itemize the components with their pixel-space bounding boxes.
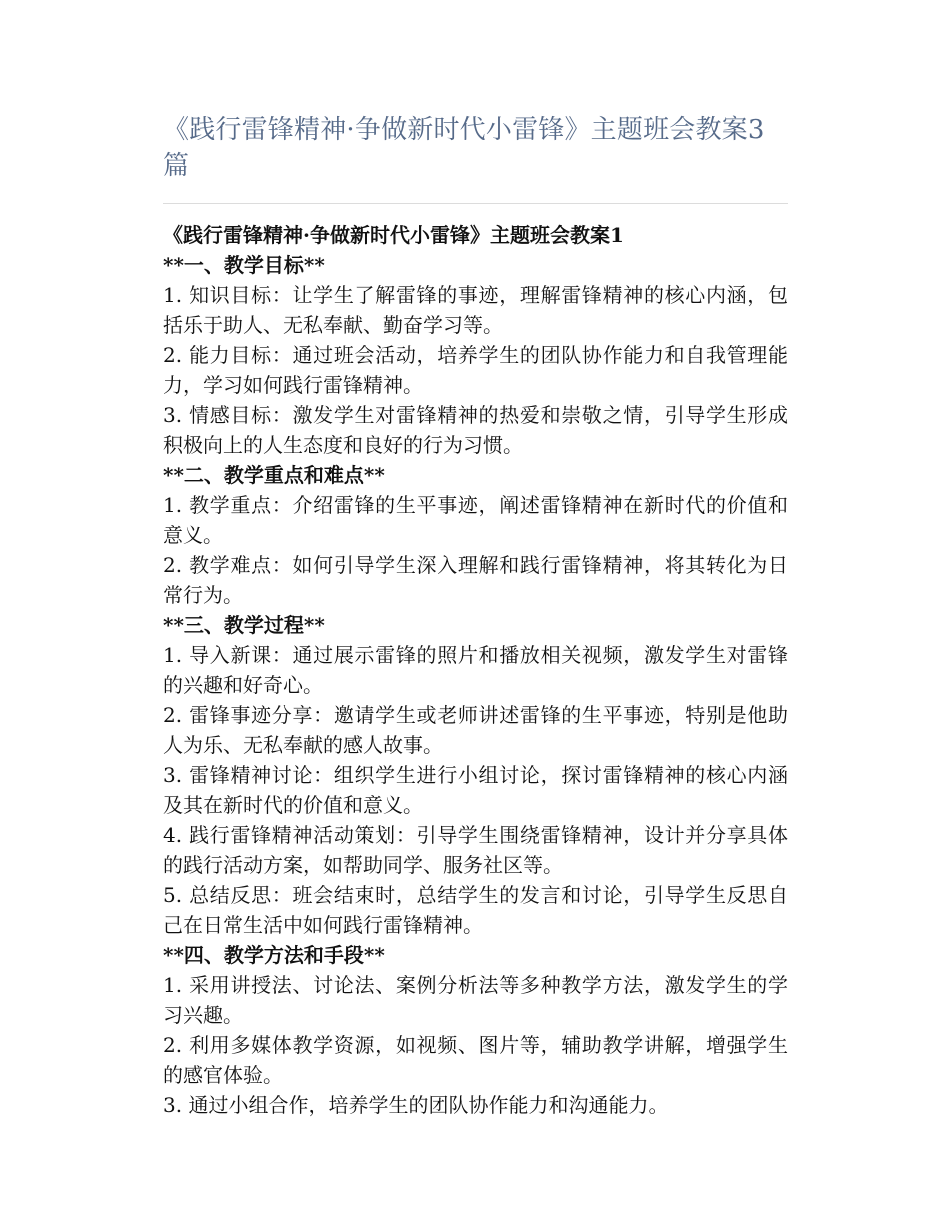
document-body bbox=[163, 250, 788, 1120]
paragraph: 2. 教学难点：如何引导学生深入理解和践行雷锋精神，将其转化为日常行为。 bbox=[163, 553, 788, 607]
heading-teaching-methods: **四、教学方法和手段** bbox=[163, 943, 385, 967]
paragraph: 3. 通过小组合作，培养学生的团队协作能力和沟通能力。 bbox=[163, 1093, 669, 1117]
heading-key-points: **二、教学重点和难点** bbox=[163, 463, 385, 487]
section-title: 《践行雷锋精神·争做新时代小雷锋》主题班会教案1 bbox=[163, 223, 624, 247]
paragraph: 1. 知识目标：让学生了解雷锋的事迹，理解雷锋精神的核心内涵，包括乐于助人、无私奉献、勤奋学习等。 bbox=[163, 283, 788, 337]
paragraph: 3. 情感目标：激发学生对雷锋精神的热爱和崇敬之情，引导学生形成积极向上的人生态度和良好的行为习惯。 bbox=[163, 403, 788, 457]
heading-teaching-goals: **一、教学目标** bbox=[163, 253, 325, 277]
paragraph: 4. 践行雷锋精神活动策划：引导学生围绕雷锋精神，设计并分享具体的践行活动方案，如帮助同学、服务社区等。 bbox=[163, 823, 788, 877]
paragraph: 1. 教学重点：介绍雷锋的生平事迹，阐述雷锋精神在新时代的价值和意义。 bbox=[163, 493, 788, 547]
paragraph: 1. 导入新课：通过展示雷锋的照片和播放相关视频，激发学生对雷锋的兴趣和好奇心。 bbox=[163, 643, 788, 697]
title-divider bbox=[163, 203, 788, 204]
paragraph: 2. 利用多媒体教学资源，如视频、图片等，辅助教学讲解，增强学生的感官体验。 bbox=[163, 1033, 788, 1087]
paragraph: 3. 雷锋精神讨论：组织学生进行小组讨论，探讨雷锋精神的核心内涵及其在新时代的价值和意义。 bbox=[163, 763, 788, 817]
paragraph: 2. 雷锋事迹分享：邀请学生或老师讲述雷锋的生平事迹，特别是他助人为乐、无私奉献的感人故事。 bbox=[163, 703, 788, 757]
paragraph: 1. 采用讲授法、讨论法、案例分析法等多种教学方法，激发学生的学习兴趣。 bbox=[163, 973, 788, 1027]
document-title: 《践行雷锋精神·争做新时代小雷锋》主题班会教案3篇 bbox=[163, 115, 765, 181]
paragraph: 5. 总结反思：班会结束时，总结学生的发言和讨论，引导学生反思自己在日常生活中如何践行雷锋精神。 bbox=[163, 883, 788, 937]
paragraph: 2. 能力目标：通过班会活动，培养学生的团队协作能力和自我管理能力，学习如何践行雷锋精神。 bbox=[163, 343, 788, 397]
heading-teaching-process: **三、教学过程** bbox=[163, 613, 325, 637]
